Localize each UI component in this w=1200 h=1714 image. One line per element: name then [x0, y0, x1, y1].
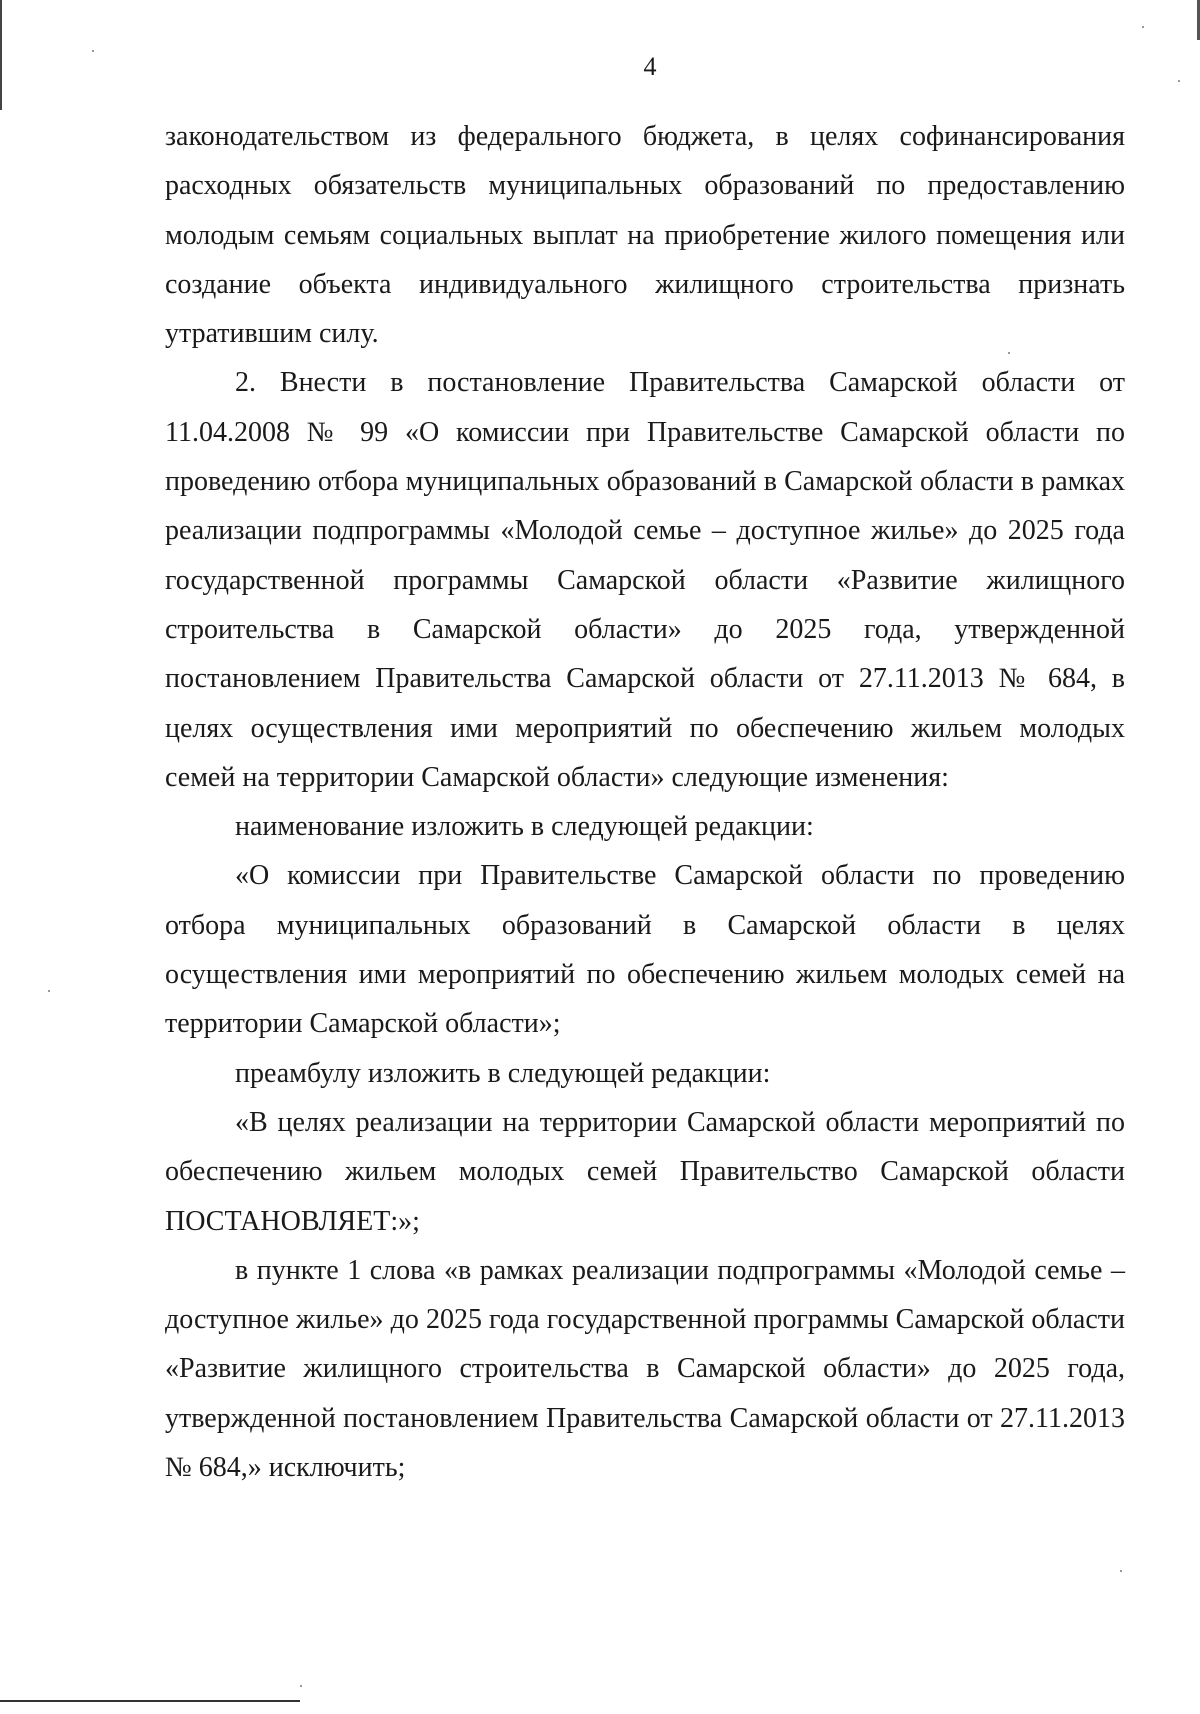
paragraph-5: преамбулу изложить в следующей редакции:	[235, 1057, 771, 1089]
scan-speck	[1120, 1570, 1122, 1572]
scan-speck	[1142, 26, 1144, 28]
document-body	[165, 112, 1125, 1492]
paragraph-7: в пункте 1 слова «в рамках реализации подпрограммы «Молодой семье – доступное жилье» до 2025 года государственной программы Самарской области «Развитие жилищного строительства в Самарской области» до 2025 года, утвержденной постановлением Правительства Самарской области от 27.11.2013 № 684,» исключить;	[165, 1254, 1125, 1484]
scan-speck	[48, 990, 50, 992]
page-edge-bottom	[0, 1700, 300, 1702]
scan-speck	[300, 1685, 302, 1687]
paragraph-1: законодательством из федерального бюджета, в целях софинансирования расходных обязательств муниципальных образований по предоставлению молодым семьям социальных выплат на приобретение жилого помещения или создание объекта индивидуального жилищного строительства признать утратившим силу.	[165, 121, 1125, 350]
paragraph-3: наименование изложить в следующей редакции:	[235, 811, 814, 843]
paragraph-6: «В целях реализации на территории Самарской области мероприятий по обеспечению жильем молодых семей Правительство Самарской области ПОСТАНОВЛЯЕТ:»;	[165, 1106, 1125, 1237]
paragraph-2: 2. Внести в постановление Правительства Самарской области от 11.04.2008 № 99 «О комиссии при Правительстве Самарской области по проведению отбора муниципальных образований в Самарской области в рамках реализации подпрограммы «Молодой семье – доступное жилье» до 2025 года государственной программы Самарской области «Развитие жилищного строительства в Самарской области» до 2025 года, утвержденной постановлением Правительства Самарской области от 27.11.2013 № 684, в целях осуществления ими мероприятий по обеспечению жильем молодых семей на территории Самарской области» следующие изменения:	[165, 367, 1125, 793]
page-number: 4	[643, 52, 657, 81]
paragraph-4: «О комиссии при Правительстве Самарской области по проведению отбора муниципальных образований в Самарской области в целях осуществления ими мероприятий по обеспечению жильем молодых семей на территории Самарской области»;	[165, 860, 1125, 1040]
